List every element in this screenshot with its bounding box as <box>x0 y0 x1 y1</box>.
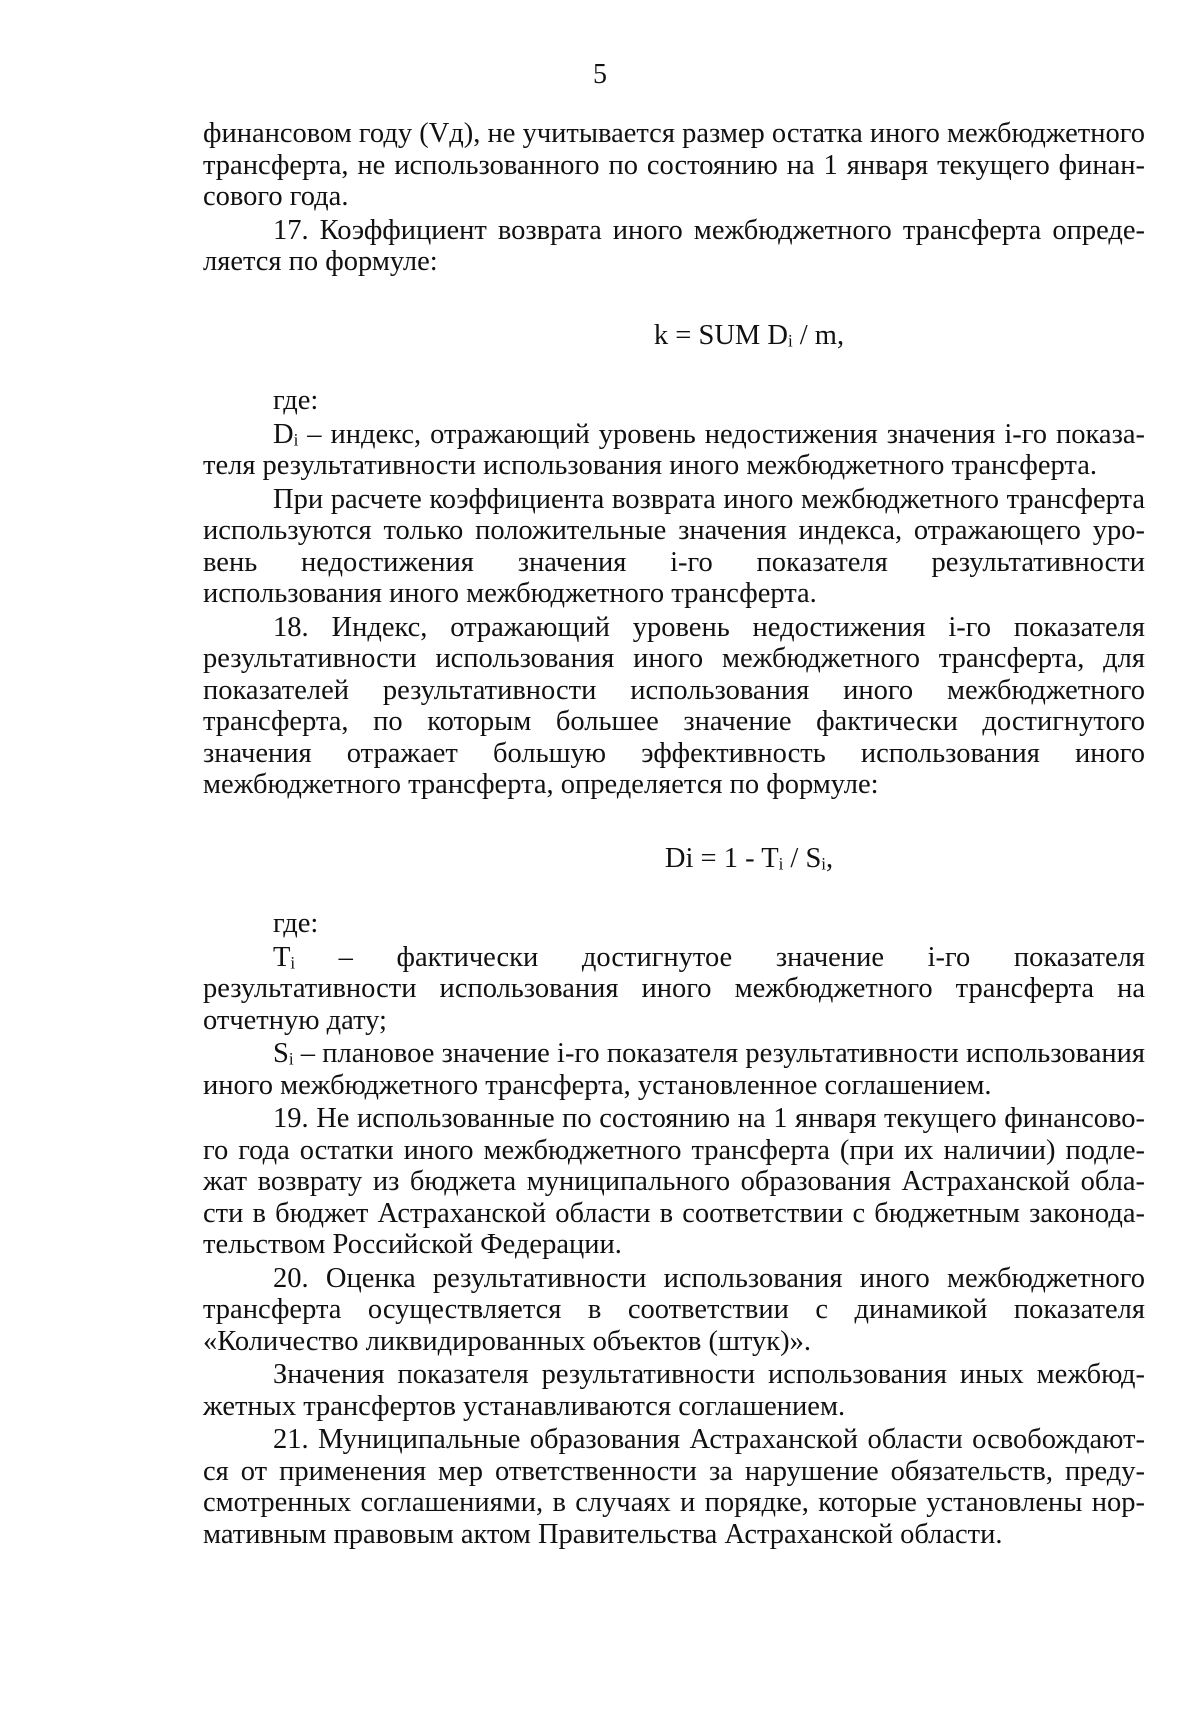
document-body <box>203 118 1145 1550</box>
paragraph-values: Значения показателя результативности использования иных межбюджетных трансфертов устанавливаются соглашением. <box>203 1359 1145 1422</box>
definition-si: Sᵢ – плановое значение i-го показателя результативности использования иного межбюджетного трансферта, установленное соглашением. <box>203 1038 1145 1101</box>
paragraph-continuation: финансовом году (Vд), не учитывается размер остатка иного межбюджетного трансферта, не использованного по состоянию на 1 января текущего финансового года. <box>203 118 1145 212</box>
page-number: 5 <box>593 59 607 90</box>
paragraph-17: 17. Коэффициент возврата иного межбюджетного трансферта определяется по формуле: <box>203 214 1145 277</box>
where-label-2: где: <box>273 908 319 939</box>
definition-ti: Tᵢ – фактически достигнутое значение i-го показателя результативности использования иного межбюджетного трансферта на отчетную дату; <box>203 941 1145 1036</box>
formula-di: Di = 1 - Tᵢ / Sᵢ, <box>664 842 834 874</box>
paragraph-21: 21. Муниципальные образования Астраханской области освобождаются от применения мер ответственности за нарушение обязательств, предусмотренных соглашениями, в случаях и порядке, которые установлены нормативным правовым актом Правительства Астраханской области. <box>203 1424 1145 1550</box>
paragraph-18: 18. Индекс, отражающий уровень недостижения i-го показателя результативности использования иного межбюджетного трансферта, для показателей результативности использования иного межбюджетного трансферта, по которым большее значение фактически достигнутого значения отражает большую эффективность использования иного межбюджетного трансферта, определяется по формуле: <box>203 611 1145 800</box>
where-label-1: где: <box>273 385 319 416</box>
definition-di: Dᵢ – индекс, отражающий уровень недостижения значения i-го показателя результативности использования иного межбюджетного трансферта. <box>203 418 1145 481</box>
formula-k: k = SUM Dᵢ / m, <box>653 319 845 351</box>
paragraph-calculation: При расчете коэффициента возврата иного межбюджетного трансферта используются только положительные значения индекса, отражающего уровень недостижения значения i-го показателя результативности использования иного межбюджетного трансферта. <box>203 483 1145 609</box>
paragraph-19: 19. Не использованные по состоянию на 1 января текущего финансового года остатки иного межбюджетного трансферта (при их наличии) подлежат возврату из бюджета муниципального образования Астраханской области в бюджет Астраханской области в соответствии с бюджетным законодательством Российской Федерации. <box>203 1103 1145 1260</box>
paragraph-20: 20. Оценка результативности использования иного межбюджетного трансферта осуществляется в соответствии с динамикой показателя «Количество ликвидированных объектов (штук)». <box>203 1262 1145 1357</box>
